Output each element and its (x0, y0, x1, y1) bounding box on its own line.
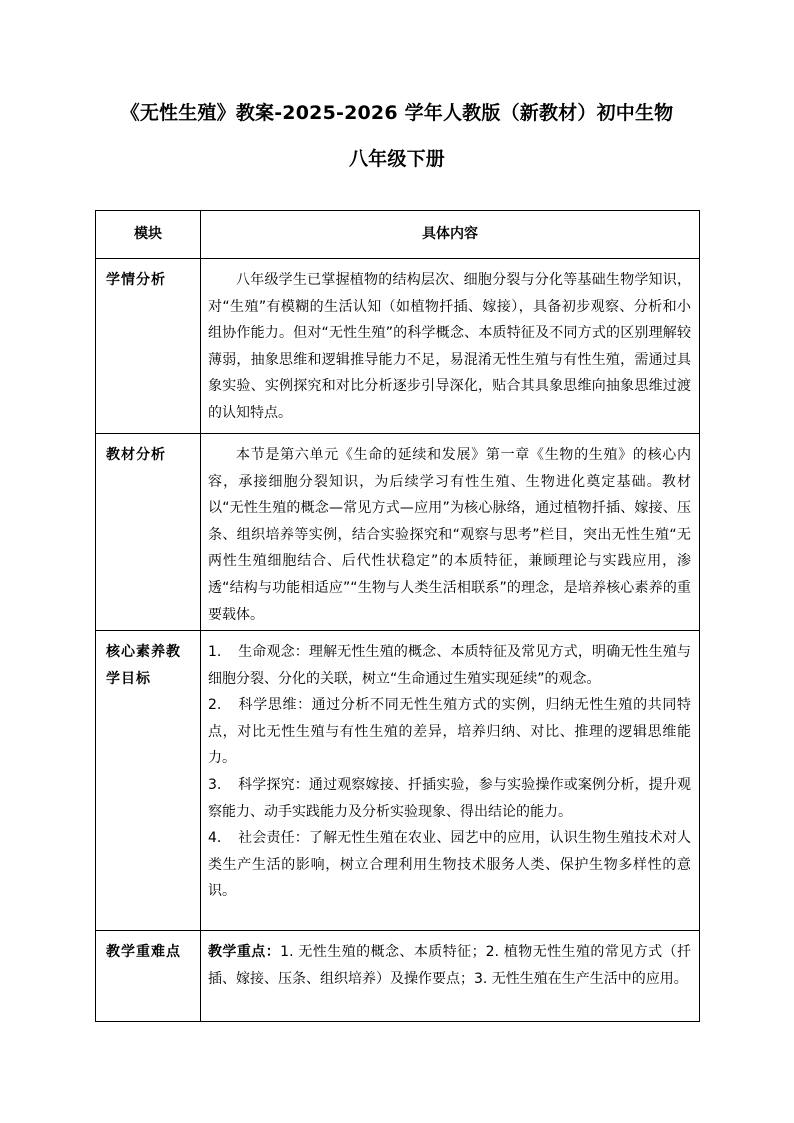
header-module: 模块 (96, 211, 201, 259)
row-content (201, 259, 700, 434)
page-title: 《无性生殖》教案-2025-2026 学年人教版（新教材）初中生物 (120, 102, 674, 124)
row-content (201, 434, 700, 631)
list-number: 1. (208, 644, 222, 660)
list-number: 2. (208, 697, 222, 714)
row-label: 学情分析 (96, 259, 201, 434)
table-row (96, 631, 700, 931)
row-label: 教材分析 (96, 434, 201, 631)
list-item (208, 772, 691, 825)
lesson-plan-table (95, 210, 700, 1022)
list-item (208, 825, 691, 905)
list-number: 3. (208, 776, 222, 793)
paragraph (208, 939, 691, 992)
table-row (96, 259, 700, 434)
table-row (96, 931, 700, 1022)
row-content (201, 931, 700, 1022)
list-number: 4. (208, 830, 222, 847)
paragraph: 八年级学生已掌握植物的结构层次、细胞分裂与分化等基础生物学知识，对“生殖”有模糊的生活认知（如植物扦插、嫁接），具备初步观察、分析和小组协作能力。但对“无性生殖”的科学概念、本质特征及不同方式的区别理解较薄弱，抽象思维和逻辑推导能力不足，易混淆无性生殖与有性生殖，需通过具象实验、实例探究和对比分析逐步引导深化，贴合其具象思维向抽象思维过渡的认知特点。 (208, 272, 691, 421)
key-points-lead: 教学重点： (208, 944, 281, 960)
row-label: 教学重难点 (96, 931, 201, 1022)
row-label: 核心素养教学目标 (96, 631, 201, 931)
header-content: 具体内容 (201, 211, 700, 259)
list-text: 科学探究：通过观察嫁接、扦插实验，参与实验操作或案例分析，提升观察能力、动手实践能力及分析实验现象、得出结论的能力。 (208, 776, 691, 820)
list-text: 科学思维：通过分析不同无性生殖方式的实例，归纳无性生殖的共同特点，对比无性生殖与有性生殖的差异，培养归纳、对比、推理的逻辑思维能力。 (208, 697, 691, 767)
list-text: 社会责任：了解无性生殖在农业、园艺中的应用，认识生物生殖技术对人类生产生活的影响，树立合理利用生物技术服务人类、保护生物多样性的意识。 (208, 830, 691, 900)
key-points-text: 1. 无性生殖的概念、本质特征；2. 植物无性生殖的常见方式（扦插、嫁接、压条、组织培养）及操作要点；3. 无性生殖在生产生活中的应用。 (208, 944, 692, 987)
table-row (96, 434, 700, 631)
page-subtitle: 八年级下册 (348, 148, 445, 170)
row-content (201, 631, 700, 931)
paragraph: 本节是第六单元《生命的延续和发展》第一章《生物的生殖》的核心内容，承接细胞分裂知识，为后续学习有性生殖、生物进化奠定基础。教材以“无性生殖的概念—常见方式—应用”为核心脉络，通过植物扦插、嫁接、压条、组织培养等实例，结合实验探究和“观察与思考”栏目，突出无性生殖“无两性生殖细胞结合、后代性状稳定”的本质特征，兼顾理论与实践应用，渗透“结构与功能相适应”“生物与人类生活相联系”的理念，是培养核心素养的重要载体。 (208, 447, 691, 623)
list-text: 生命观念：理解无性生殖的概念、本质特征及常见方式，明确无性生殖与细胞分裂、分化的关联，树立“生命通过生殖实现延续”的观念。 (208, 644, 691, 687)
list-item (208, 692, 691, 772)
table-header-row (96, 211, 700, 259)
list-item (208, 639, 691, 692)
